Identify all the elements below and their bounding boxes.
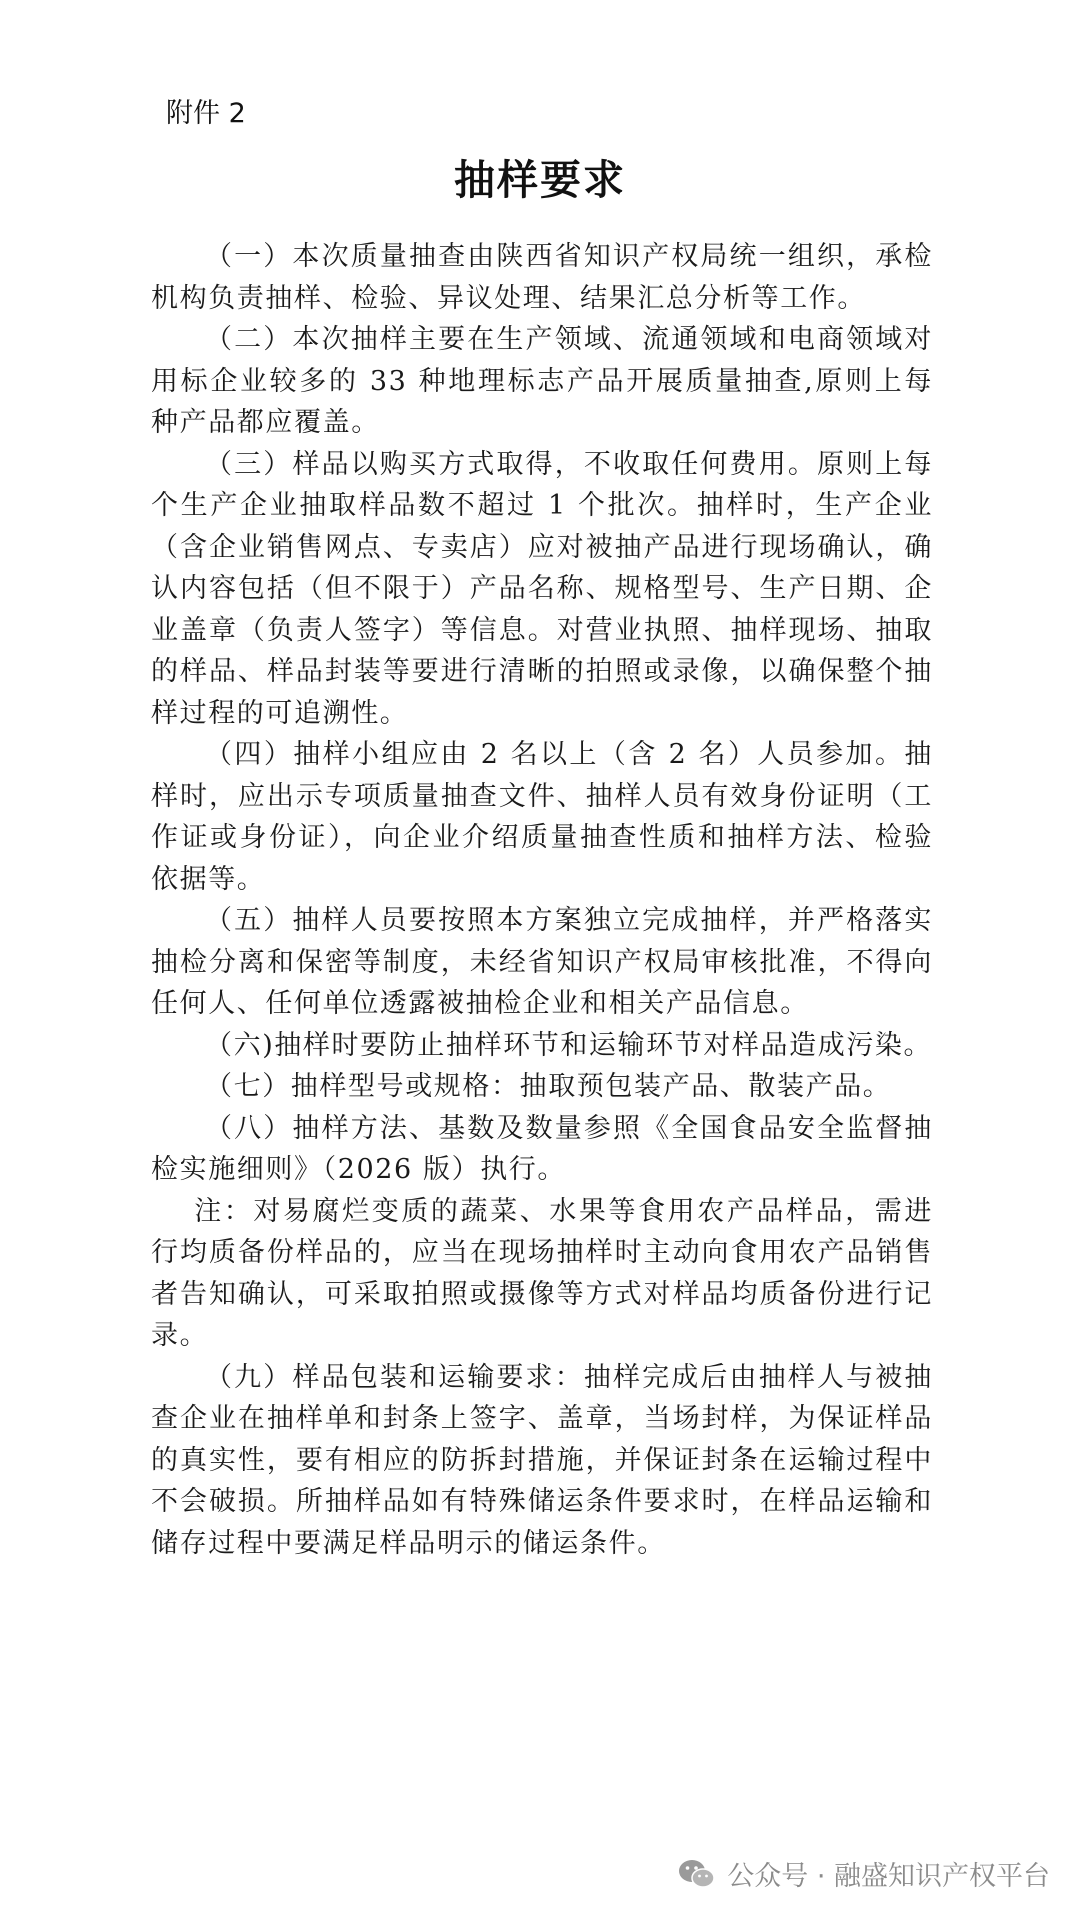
wechat-icon xyxy=(677,1857,717,1891)
paragraph-7: （七）抽样型号或规格：抽取预包装产品、散装产品。 xyxy=(205,1071,892,1102)
document-body xyxy=(151,236,933,1564)
paragraph-8: （八）抽样方法、基数及数量参照《全国食品安全监督抽检实施细则》（2026 版）执行。 xyxy=(151,1112,933,1185)
attachment-label: 附件 2 xyxy=(166,98,246,129)
paragraph-9: （九）样品包装和运输要求：抽样完成后由抽样人与被抽查企业在抽样单和封条上签字、盖章，当场封样，为保证样品的真实性，要有相应的防拆封措施，并保证封条在运输过程中不会破损。所抽样品如有特殊储运条件要求时，在样品运输和储存过程中要满足样品明示的储运条件。 xyxy=(151,1361,933,1559)
paragraph-5: （五）抽样人员要按照本方案独立完成抽样，并严格落实抽检分离和保密等制度，未经省知识产权局审核批准，不得向任何人、任何单位透露被抽检企业和相关产品信息。 xyxy=(151,905,933,1019)
page-title: 抽样要求 xyxy=(454,156,626,204)
paragraph-3: （三）样品以购买方式取得，不收取任何费用。原则上每个生产企业抽取样品数不超过 1 个批次。抽样时，生产企业（含企业销售网点、专卖店）应对被抽产品进行现场确认，确认内容包括（但不限于）产品名称、规格型号、生产日期、企业盖章（负责人签字）等信息。对营业执照、抽样现场、抽取的样品、样品封装等要进行清晰的拍照或录像，以确保整个抽样过程的可追溯性。 xyxy=(151,448,933,729)
paragraph-4: （四）抽样小组应由 2 名以上（含 2 名）人员参加。抽样时，应出示专项质量抽查文件、抽样人员有效身份证明（工作证或身份证），向企业介绍质量抽查性质和抽样方法、检验依据等。 xyxy=(151,739,933,895)
paragraph-note: 注：对易腐烂变质的蔬菜、水果等食用农产品样品，需进行均质备份样品的，应当在现场抽样时主动向食用农产品销售者告知确认，可采取拍照或摄像等方式对样品均质备份进行记录。 xyxy=(151,1195,933,1351)
watermark-text: 公众号 · 融盛知识产权平台 xyxy=(727,1861,1050,1892)
paragraph-6: （六)抽样时要防止抽样环节和运输环节对样品造成污染。 xyxy=(205,1029,933,1061)
paragraph-1: （一）本次质量抽查由陕西省知识产权局统一组织，承检机构负责抽样、检验、异议处理、结果汇总分析等工作。 xyxy=(151,241,933,314)
paragraph-2: （二）本次抽样主要在生产领域、流通领域和电商领域对用标企业较多的 33 种地理标志产品开展质量抽查,原则上每种产品都应覆盖。 xyxy=(151,324,933,438)
watermark xyxy=(677,1854,1050,1893)
